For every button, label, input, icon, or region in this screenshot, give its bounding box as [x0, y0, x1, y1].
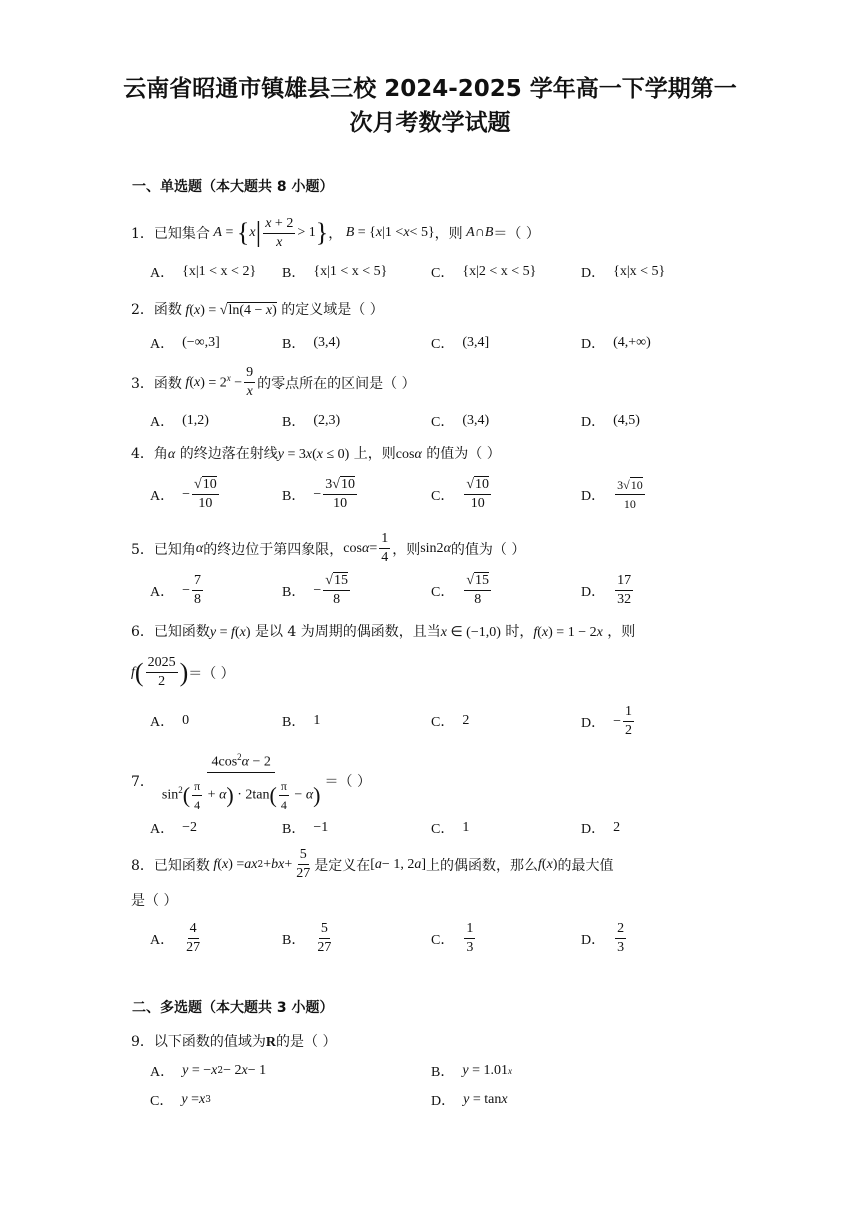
q1-option-c[interactable]: C． {x|2 < x < 5}: [431, 264, 537, 281]
q7-option-b[interactable]: B． −1: [282, 820, 329, 837]
q4-option-c[interactable]: C． $\frac{√10}{10}$: [431, 477, 490, 511]
q3-option-c[interactable]: C． (3,4): [431, 413, 490, 430]
q5-option-b[interactable]: B． − $\frac{√15}{8}$: [282, 573, 348, 607]
q5-option-a[interactable]: A． − $\frac{7}{8}$: [150, 573, 202, 607]
q8-option-a[interactable]: A． $\frac{4}{27}$: [150, 921, 201, 955]
title-line-1: 云南省昭通市镇雄县三校 2024-2025 学年高一下学期第一: [123, 76, 737, 102]
q9-option-a[interactable]: A． y = − x 2 − 2 x − 1: [150, 1063, 267, 1080]
q9-option-d[interactable]: D． y = tan x: [431, 1092, 508, 1109]
q6-option-b[interactable]: B． 1: [282, 713, 321, 730]
question-8-line-2: 是（ ）: [131, 893, 178, 909]
q7-option-d[interactable]: D． 2: [581, 820, 621, 837]
q1-stem-d: ＝（ ）: [493, 226, 540, 242]
q2-option-b[interactable]: B． (3,4): [282, 335, 341, 352]
q6-option-a[interactable]: A． 0: [150, 713, 190, 730]
q2-option-c[interactable]: C． (3,4]: [431, 335, 490, 352]
q3-option-d[interactable]: D． (4,5): [581, 413, 640, 430]
q5-option-c[interactable]: C． $\frac{√15}{8}$: [431, 573, 490, 607]
question-7: 7． $4\cos^2\alpha - 2$ $\sin^2$( $\frac{\pi}{4}$ + α) · 2tan( $\frac{\pi}{4}$ − α) ＝（ ）: [131, 748, 371, 814]
question-6-line-1: 6．已知函数y = f(x) 是以 4 为周期的偶函数，且当x ∈ (−1,0) 时，f(x) = 1 − 2x ，则: [131, 624, 636, 640]
section-heading-multiple-choice: 二、多选题（本大题共 3 小题）: [132, 1000, 334, 1016]
question-5: 5．已知角 α 的终边位于第四象限， cos α = $\frac{1}{4}$ ，则 sin2 α 的值为（ ）: [131, 531, 526, 565]
question-3: 3．函数 f ( x ) = $2^x$ − $\frac{9}{x}$ 的零点所在的区间是（ ）: [131, 365, 416, 399]
q7-option-c[interactable]: C． 1: [431, 820, 470, 837]
q5-option-d[interactable]: D． $\frac{17}{32}$: [581, 573, 632, 607]
q1-stem-c: ，则: [434, 226, 463, 242]
q1-stem-b: ，: [328, 226, 343, 242]
q7-option-a[interactable]: A． −2: [150, 820, 198, 837]
question-6-line-2: f ( $\frac{2025}{2}$ ) ＝（ ）: [131, 655, 235, 689]
question-4: 4．角α 的终边落在射线y = 3x(x ≤ 0) 上，则cosα 的值为（ ）: [131, 446, 501, 462]
q9-option-b[interactable]: B． y = 1.01 x: [431, 1063, 512, 1080]
question-9: 9．以下函数的值域为R的是（ ）: [131, 1034, 337, 1050]
q4-option-a[interactable]: A． − $\frac{√10}{10}$: [150, 477, 217, 511]
q1-stem-a: 1．已知集合: [131, 226, 210, 242]
q4-option-b[interactable]: B． − $\frac{3√10}{10}$: [282, 477, 355, 511]
q6-option-d[interactable]: D． − $\frac{1}{2}$: [581, 704, 633, 738]
q1-option-d[interactable]: D． {x|x < 5}: [581, 264, 666, 281]
q6-option-c[interactable]: C． 2: [431, 713, 470, 730]
question-2: 2．函数 f(x) = √ln(4 − x) 的定义域是（ ）: [131, 302, 384, 318]
q8-option-c[interactable]: C． $\frac{1}{3}$: [431, 921, 474, 955]
section-heading-single-choice: 一、单选题（本大题共 8 小题）: [132, 179, 334, 195]
document-title: [60, 72, 800, 140]
q8-option-d[interactable]: D． $\frac{2}{3}$: [581, 921, 625, 955]
q9-option-c[interactable]: C． y = x 3: [150, 1092, 211, 1109]
title-line-2: 次月考数学试题: [349, 110, 511, 136]
q4-option-d[interactable]: D． $\frac{3√10}{10}$: [581, 478, 643, 511]
q1-option-b[interactable]: B． {x|1 < x < 5}: [282, 264, 388, 281]
q3-option-a[interactable]: A． (1,2): [150, 413, 209, 430]
question-1: 1．已知集合 A = { x | $\frac{x + 2}{x}$ > 1 } ， B = { x |1 < x < 5} ，则 A ∩ B ＝（ ）: [131, 215, 540, 250]
q8-option-b[interactable]: B． $\frac{5}{27}$: [282, 921, 332, 955]
question-8-line-1: 8．已知函数 f ( x ) = ax 2 + bx + $\frac{5}{27}$ 是定义在 [ a − 1, 2 a ] 上的偶函数，那么 f ( x ) 的最大值: [131, 847, 614, 881]
q1-option-a[interactable]: A． {x|1 < x < 2}: [150, 264, 257, 281]
q2-option-a[interactable]: A． (−∞,3]: [150, 335, 220, 352]
q2-option-d[interactable]: D． (4,+∞): [581, 335, 651, 352]
q3-option-b[interactable]: B． (2,3): [282, 413, 341, 430]
